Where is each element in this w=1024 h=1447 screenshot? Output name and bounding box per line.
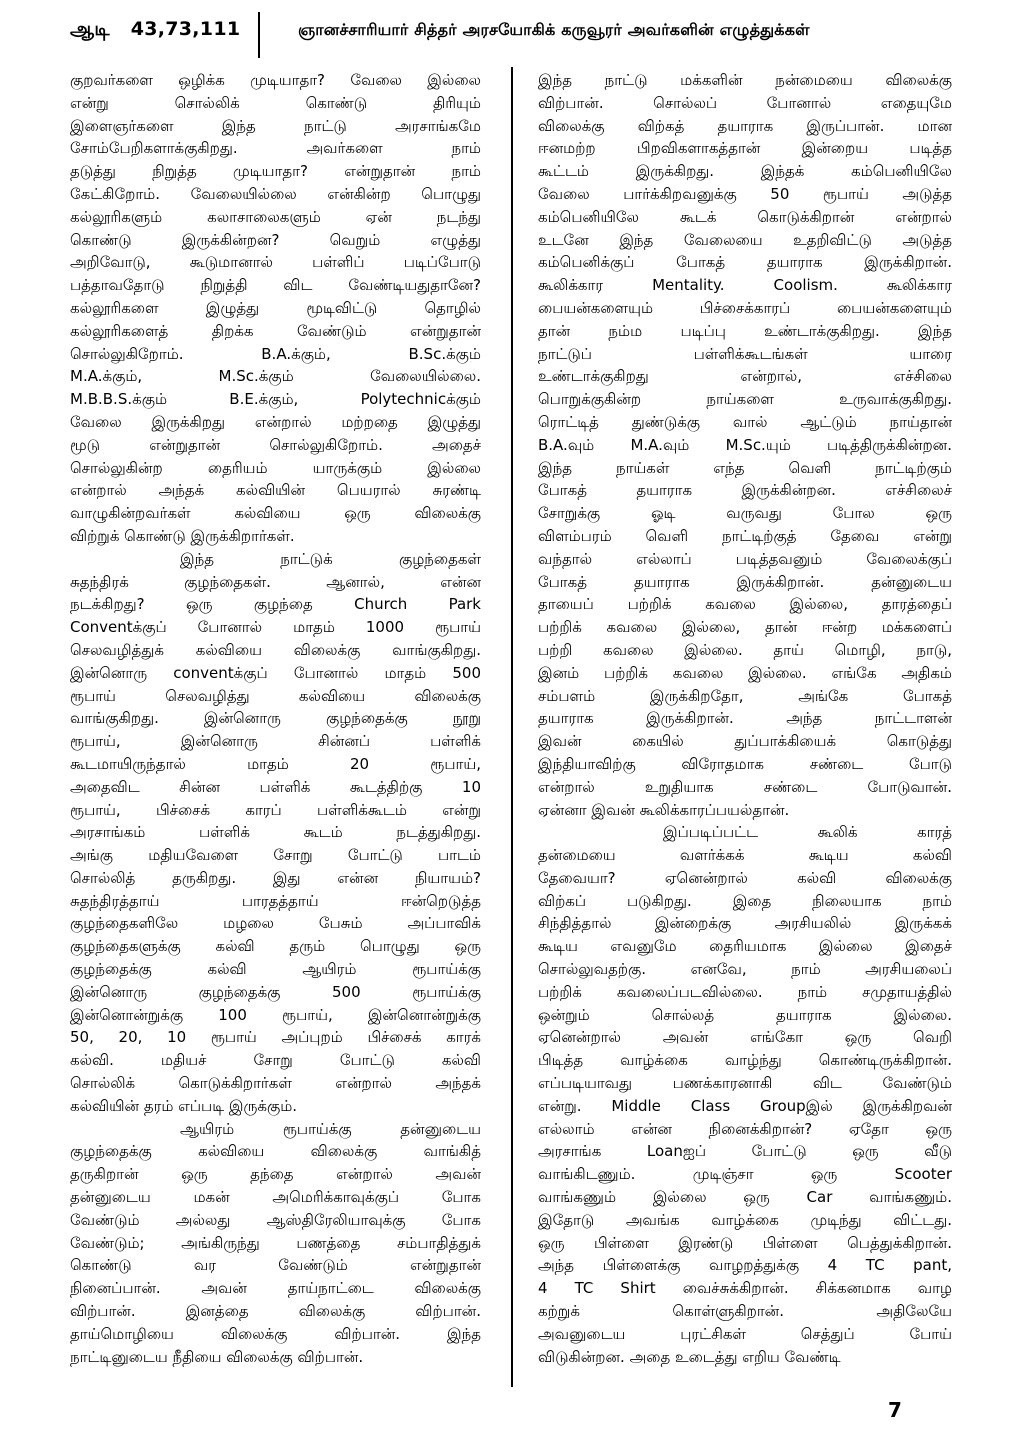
text-line: கம்பெனிக்குப் போகத் தயாராக இருக்கிறான். bbox=[538, 253, 952, 272]
text-line: கம்பெனியிலே கூடக் கொடுக்கிறான் என்றால் bbox=[538, 207, 952, 226]
text-line: விற்றுக் கொண்டு இருக்கிறார்கள். bbox=[70, 526, 295, 545]
text-line: இனம் பற்றிக் கவலை இல்லை. எங்கே அதிகம் bbox=[538, 663, 952, 682]
text-line: கல்லூரிகளை இழுத்து மூடிவிட்டு தொழில் bbox=[70, 298, 481, 317]
text-line: கல்லூரிகளைத் திறக்க வேண்டும் என்றுதான் bbox=[70, 321, 481, 340]
text-line: M.B.B.S.க்கும் B.E.க்கும், Polytechnicக்கும் bbox=[70, 390, 481, 409]
text-line: 50, 20, 10 ரூபாய் அப்புறம் பிச்சைக் காரக் bbox=[70, 1028, 481, 1047]
text-line: பற்றிக் கவலை இல்லை, தான் ஈன்ற மக்களைப் bbox=[538, 618, 952, 637]
text-line: தன்மையை வளர்க்கக் கூடிய கல்வி bbox=[538, 846, 952, 865]
text-line: அந்த பிள்ளைக்கு வாழறத்துக்கு 4 TC pant, bbox=[538, 1256, 952, 1275]
text-line: தாயைப் பற்றிக் கவலை இல்லை, தாரத்தைப் bbox=[538, 595, 952, 614]
text-line: அரசாங்க Loanஐப் போட்டு ஒரு வீடு bbox=[538, 1142, 952, 1161]
text-line: என்று சொல்லிக் கொண்டு திரியும் bbox=[70, 93, 481, 112]
text-line: இந்த நாட்டுக் குழந்தைகள் bbox=[180, 549, 481, 568]
text-line: ஒன்றும் சொல்லத் தயாராக இல்லை. bbox=[538, 1005, 952, 1024]
right-column bbox=[538, 69, 952, 1368]
text-line: சொல்லுகிறோம். B.A.க்கும், B.Sc.க்கும் bbox=[70, 344, 481, 363]
text-line: என்றால் உறுதியாக சண்டை போடுவான். bbox=[538, 777, 952, 796]
text-line: பத்தாவதோடு நிறுத்தி விட வேண்டியதுதானே? bbox=[70, 276, 481, 295]
text-line: பிடித்த வாழ்க்கை வாழ்ந்து கொண்டிருக்கிறான். bbox=[538, 1051, 952, 1070]
text-line: அதைவிட சின்ன பள்ளிக் கூடத்திற்கு 10 bbox=[70, 777, 481, 796]
text-line: வேலை பார்க்கிறவனுக்கு 50 ரூபாய் அடுத்த bbox=[538, 184, 952, 203]
column-divider bbox=[511, 67, 513, 1387]
text-line: ஒரு பிள்ளை இரண்டு பிள்ளை பெத்துக்கிறான். bbox=[538, 1233, 952, 1252]
text-line: பற்றிக் கவலைப்படவில்லை. நாம் சமுதாயத்தில் bbox=[538, 982, 952, 1001]
text-line: போகத் தயாராக இருக்கின்றன. எச்சிலைச் bbox=[538, 481, 952, 500]
text-line: Conventக்குப் போனால் மாதம் 1000 ரூபாய் bbox=[70, 618, 481, 637]
text-line: கொண்டு இருக்கின்றன? வெறும் எழுத்து bbox=[70, 230, 481, 249]
magazine-name: ஆடி bbox=[70, 18, 110, 40]
text-line: B.A.வும் M.A.வும் M.Sc.யும் படித்திருக்கின்றன. bbox=[538, 435, 952, 454]
text-line: கூட்டம் இருக்கிறது. இந்தக் கம்பெனியிலே bbox=[538, 162, 952, 181]
text-line: அங்கு மதியவேளை சோறு போட்டு பாடம் bbox=[70, 846, 481, 865]
text-line: வேண்டும்; அங்கிருந்து பணத்தை சம்பாதித்துக் bbox=[70, 1233, 481, 1252]
text-line: போகத் தயாராக இருக்கிறான். தன்னுடைய bbox=[538, 572, 952, 591]
text-line: அறிவோடு, கூடுமானால் பள்ளிப் படிப்போடு bbox=[70, 253, 481, 272]
text-line: சொல்லுகின்ற தைரியம் யாருக்கும் இல்லை bbox=[70, 458, 481, 477]
text-line: தருகிறான் ஒரு தந்தை என்றால் அவன் bbox=[70, 1165, 481, 1184]
text-line: கூடிய எவனுமே தைரியமாக இல்லை இதைச் bbox=[538, 937, 952, 956]
page-number: 7 bbox=[888, 1398, 902, 1422]
text-line: இளைஞர்களை இந்த நாட்டு அரசாங்கமே bbox=[70, 116, 481, 135]
text-line: கூடமாயிருந்தால் மாதம் 20 ரூபாய், bbox=[70, 754, 481, 773]
text-line: இந்த நாட்டு மக்களின் நன்மையை விலைக்கு bbox=[538, 71, 952, 89]
left-column bbox=[70, 69, 481, 1368]
text-line: தன்னுடைய மகன் அமெரிக்காவுக்குப் போக bbox=[70, 1188, 481, 1207]
text-line: இந்தியாவிற்கு விரோதமாக சண்டை போடு bbox=[538, 754, 952, 773]
running-title: ஞானச்சாரியார் சித்தர் அரசயோகிக் கருவூரர் அவர்களின் எழுத்துக்கள் bbox=[298, 20, 810, 39]
text-line: M.A.க்கும், M.Sc.க்கும் வேலையில்லை. bbox=[70, 367, 481, 386]
text-line: விற்கப் படுகிறது. இதை நிலையாக நாம் bbox=[538, 891, 952, 910]
text-line: இன்னொரு குழந்தைக்கு 500 ரூபாய்க்கு bbox=[70, 982, 481, 1001]
text-line: இதோடு அவங்க வாழ்க்கை முடிந்து விட்டது. bbox=[538, 1210, 952, 1229]
text-line: அரசாங்கம் பள்ளிக் கூடம் நடத்துகிறது. bbox=[70, 823, 481, 842]
text-line: குழந்தைக்கு கல்வி ஆயிரம் ரூபாய்க்கு bbox=[70, 960, 481, 979]
text-line: ஏனென்றால் அவன் எங்கோ ஒரு வெறி bbox=[538, 1028, 952, 1047]
text-line: இன்னொரு conventக்குப் போனால் மாதம் 500 bbox=[70, 663, 481, 682]
text-line: சொல்லிக் கொடுக்கிறார்கள் என்றால் அந்தக் bbox=[70, 1074, 481, 1093]
text-line: இன்னொன்றுக்கு 100 ரூபாய், இன்னொன்றுக்கு bbox=[70, 1005, 481, 1024]
text-line: சுதந்திரக் குழந்தைகள். ஆனால், என்ன bbox=[70, 572, 481, 591]
text-line: நினைப்பான். அவன் தாய்நாட்டை விலைக்கு bbox=[70, 1279, 481, 1298]
text-line: நடக்கிறது? ஒரு குழந்தை Church Park bbox=[70, 595, 481, 614]
text-line: 4 TC Shirt வைச்சுக்கிறான். சிக்கனமாக வாழ bbox=[538, 1279, 952, 1298]
text-line: தான் நம்ம படிப்பு உண்டாக்குகிறது. இந்த bbox=[538, 321, 952, 340]
text-line: செலவழித்துக் கல்வியை விலைக்கு வாங்குகிறது. bbox=[70, 640, 481, 659]
text-line: பொறுக்குகின்ற நாய்களை உருவாக்குகிறது. bbox=[538, 390, 952, 409]
text-line: சொல்லித் தருகிறது. இது என்ன நியாயம்? bbox=[70, 868, 481, 887]
header-divider bbox=[258, 12, 260, 58]
text-line: ரூபாய், பிச்சைக் காரப் பள்ளிக்கூடம் என்று bbox=[70, 800, 481, 819]
text-line: பற்றி கவலை இல்லை. தாய் மொழி, நாடு, bbox=[538, 640, 952, 659]
text-line: சோறுக்கு ஓடி வருவது போல ஒரு bbox=[538, 504, 952, 523]
text-line: கேட்கிறோம். வேலையில்லை என்கின்ற பொழுது bbox=[70, 184, 481, 203]
text-line: கொண்டு வர வேண்டும் என்றுதான் bbox=[70, 1256, 481, 1275]
text-line: சம்பளம் இருக்கிறதோ, அங்கே போகத் bbox=[538, 686, 952, 705]
text-line: குழந்தைக்கு கல்வியை விலைக்கு வாங்கித் bbox=[70, 1142, 481, 1161]
text-line: வேண்டும் அல்லது ஆஸ்திரேலியாவுக்கு போக bbox=[70, 1210, 481, 1229]
text-line: சிந்தித்தால் இன்றைக்கு அரசியலில் இருக்கக் bbox=[538, 914, 952, 933]
text-line: பையன்களையும் பிச்சைக்காரப் பையன்களையும் bbox=[538, 298, 952, 317]
text-line: விளம்பரம் வெளி நாட்டிற்குத் தேவை என்று bbox=[538, 526, 952, 545]
text-line: ரூபாய் செலவழித்து கல்வியை விலைக்கு bbox=[70, 686, 481, 705]
text-line: வாங்குகிறது. இன்னொரு குழந்தைக்கு நூறு bbox=[70, 709, 481, 728]
issue-info bbox=[70, 18, 240, 43]
text-line: குறவர்களை ஒழிக்க முடியாதா? வேலை இல்லை bbox=[70, 71, 481, 89]
text-line: ஏன்னா இவன் கூலிக்காரப்பயல்தான். bbox=[538, 800, 790, 819]
text-line: வாங்கிடணும். முடிஞ்சா ஒரு Scooter bbox=[538, 1165, 952, 1184]
text-line: வாழுகின்றவர்கள் கல்வியை ஒரு விலைக்கு bbox=[70, 504, 481, 523]
text-line: விற்பான். சொல்லப் போனால் எதையுமே bbox=[538, 93, 952, 112]
text-line: எல்லாம் என்ன நினைக்கிறான்? ஏதோ ஒரு bbox=[538, 1119, 952, 1138]
text-line: ஈனமற்ற பிறவிகளாகத்தான் இன்றைய படித்த bbox=[538, 139, 952, 158]
text-line: சோம்பேறிகளாக்குகிறது. அவர்களை நாம் bbox=[70, 139, 481, 158]
text-line: மூடு என்றுதான் சொல்லுகிறோம். அதைச் bbox=[70, 435, 481, 454]
text-line: எப்படியாவது பணக்காரனாகி விட வேண்டும் bbox=[538, 1074, 952, 1093]
text-line: நாட்டுப் பள்ளிக்கூடங்கள் யாரை bbox=[538, 344, 952, 363]
text-line: கல்வியின் தரம் எப்படி இருக்கும். bbox=[70, 1096, 298, 1115]
text-line: என்று. Middle Class Groupஇல் இருக்கிறவன் bbox=[538, 1096, 952, 1115]
text-line: உண்டாக்குகிறது என்றால், எச்சிலை bbox=[538, 367, 952, 386]
text-line: தேவையா? ஏனென்றால் கல்வி விலைக்கு bbox=[538, 868, 952, 887]
text-line: இந்த நாய்கள் எந்த வெளி நாட்டிற்கும் bbox=[538, 458, 952, 477]
text-line: விற்பான். இனத்தை விலைக்கு விற்பான். bbox=[70, 1302, 481, 1321]
text-line: வந்தால் எல்லாப் படித்தவனும் வேலைக்குப் bbox=[538, 549, 952, 568]
text-line: ரூபாய், இன்னொரு சின்னப் பள்ளிக் bbox=[70, 732, 481, 751]
text-line: விடுகின்றன. அதை உடைத்து எறிய வேண்டி bbox=[538, 1347, 841, 1366]
text-line: குழந்தைகளுக்கு கல்வி தரும் பொழுது ஒரு bbox=[70, 937, 481, 956]
text-line: வாங்கணும் இல்லை ஒரு Car வாங்கணும். bbox=[538, 1188, 952, 1207]
text-line: விலைக்கு விற்கத் தயாராக இருப்பான். மான bbox=[538, 116, 952, 135]
text-line: கற்றுக் கொள்ளுகிறான். அதிலேயே bbox=[538, 1302, 952, 1321]
issue-number: 43,73,111 bbox=[130, 18, 241, 40]
text-line: ஆயிரம் ரூபாய்க்கு தன்னுடைய bbox=[180, 1119, 481, 1138]
text-line: சுதந்திரத்தாய் பாரதத்தாய் ஈன்றெடுத்த bbox=[70, 891, 481, 910]
text-line: இப்படிப்பட்ட கூலிக் காரத் bbox=[663, 823, 952, 842]
text-line: நாட்டினுடைய நீதியை விலைக்கு விற்பான். bbox=[70, 1347, 364, 1366]
text-line: சொல்லுவதற்கு. எனவே, நாம் அரசியலைப் bbox=[538, 960, 952, 979]
text-line: தயாராக இருக்கிறான். அந்த நாட்டாளன் bbox=[538, 709, 952, 728]
text-line: கல்வி. மதியச் சோறு போட்டு கல்வி bbox=[70, 1051, 481, 1070]
text-line: என்றால் அந்தக் கல்வியின் பெயரால் சுரண்டி bbox=[70, 481, 481, 500]
text-line: கல்லூரிகளும் கலாசாலைகளும் ஏன் நடந்து bbox=[70, 207, 481, 226]
text-line: குழந்தைகளிலே மழலை பேசும் அப்பாவிக் bbox=[70, 914, 481, 933]
text-line: கூலிக்கார Mentality. Coolism. கூலிக்கார bbox=[538, 276, 952, 295]
page-header bbox=[0, 0, 1024, 60]
text-line: தாய்மொழியை விலைக்கு விற்பான். இந்த bbox=[70, 1324, 481, 1343]
text-line: வேலை இருக்கிறது என்றால் மற்றதை இழுத்து bbox=[70, 412, 481, 431]
text-line: உடனே இந்த வேலையை உதறிவிட்டு அடுத்த bbox=[538, 230, 952, 249]
text-line: அவனுடைய புரட்சிகள் செத்துப் போய் bbox=[538, 1324, 952, 1343]
text-line: இவன் கையில் துப்பாக்கியைக் கொடுத்து bbox=[538, 732, 952, 751]
text-line: தடுத்து நிறுத்த முடியாதா? என்றுதான் நாம் bbox=[70, 162, 481, 181]
text-line: ரொட்டித் துண்டுக்கு வால் ஆட்டும் நாய்தான் bbox=[538, 412, 952, 431]
